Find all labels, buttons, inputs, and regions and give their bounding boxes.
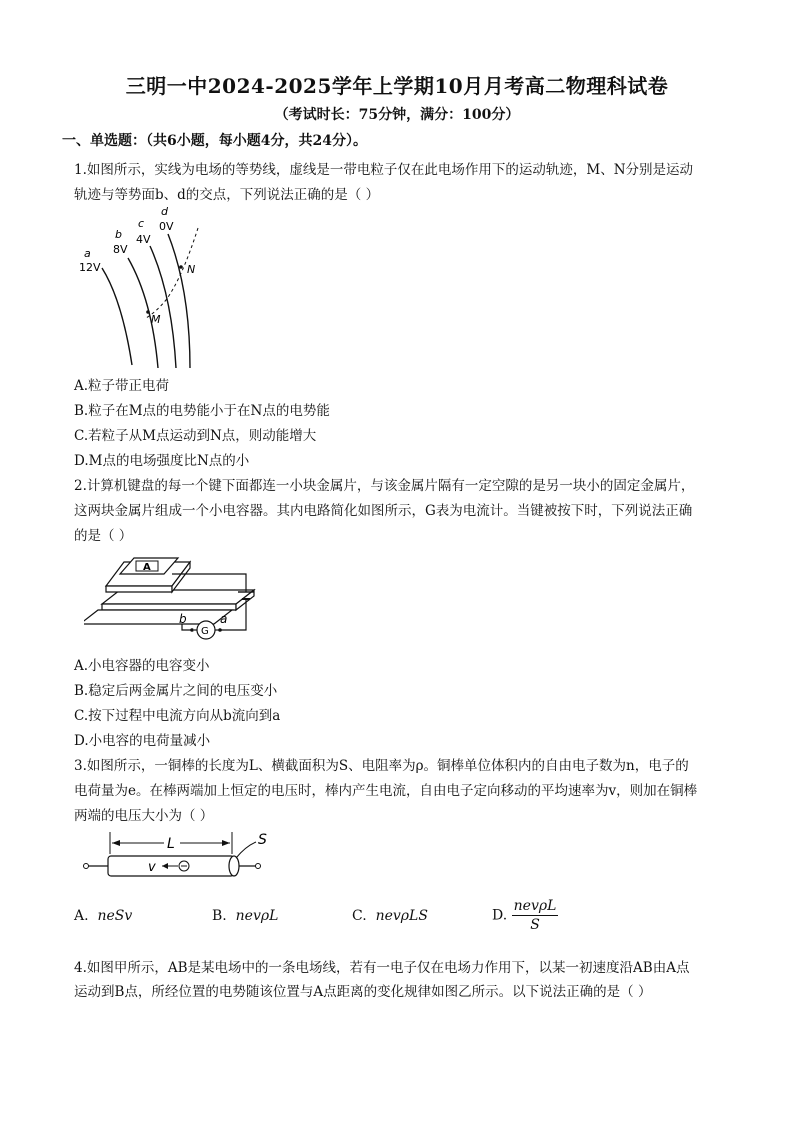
fig1-label-12v: 12V [79,261,101,274]
q3-option-d [492,898,558,933]
q2-keyboard-capacitor-figure [84,548,264,640]
q2-option-b: B.稳定后两金属片之间的电压变小 [74,683,278,699]
exam-info: （考试时长：75分钟，满分：100分） [274,107,520,123]
q2-option-a: A.小电容器的电容变小 [74,658,210,674]
q3-stem-line2: 电荷量为e。在棒两端加上恒定的电压时，棒内产生电流，自由电子定向移动的平均速率为v，则加在铜棒 [74,783,698,799]
fig1-label-4v: 4V [136,233,151,246]
fig3-label-length: L [167,836,175,852]
page-title: 三明一中2024-2025学年上学期10月月考高二物理科试卷 [125,74,669,98]
q3-option-b [212,908,278,924]
q2-stem-line2: 这两块金属片组成一个小电容器。其内电路简化如图所示，G表为电流计。当键被按下时，下列说法正确 [74,503,693,519]
fig2-key-label: A [143,562,151,573]
fig2-label-a: a [220,612,228,626]
fig1-label-n: N [187,263,196,276]
q2-stem-line3: 的是（ ） [74,528,133,544]
q3-option-d-letter: D. [492,907,508,924]
q1-option-c: C.若粒子从M点运动到N点，则动能增大 [74,428,317,444]
fig1-label-8v: 8V [113,243,128,256]
q1-option-a: A.粒子带正电荷 [74,378,170,394]
fig2-label-b: b [179,612,187,626]
q3-option-c [352,908,428,924]
q3-option-a-letter: A. [74,908,89,924]
q4-stem-line2: 运动到B点，所经位置的电势随该位置与A点距离的变化规律如图乙所示。以下说法正确的是（ ） [74,984,652,1000]
q1-option-d: D.M点的电场强度比N点的小 [74,453,250,469]
q1-equipotential-figure [74,200,224,370]
q3-option-c-expr: nevρLS [375,908,428,924]
q3-option-d-denominator: S [530,917,540,933]
q3-option-b-expr: nevρL [235,908,279,924]
fig1-label-c: c [138,217,145,230]
q3-option-a-expr: neSv [97,908,133,924]
q1-stem-line1: 1.如图所示，实线为电场的等势线，虚线是一带电粒子仅在此电场作用下的运动轨迹，M、N分别是运动 [74,162,694,178]
q2-stem-line1: 2.计算机键盘的每一个键下面都连一小块金属片，与该金属片隔有一定空隙的是另一块小的固定金属片， [74,478,695,494]
equipotential-c [150,246,176,368]
q3-option-a [74,908,132,924]
q2-option-c: C.按下过程中电流方向从b流向到a [74,708,281,724]
equipotential-a [102,268,132,365]
q3-stem-line1: 3.如图所示，一铜棒的长度为L、横截面积为S、电阻率为ρ。铜棒单位体积内的自由电子数为n，电子的 [74,758,689,774]
q1-stem-line2: 轨迹与等势面b、d的交点，下列说法正确的是（ ） [74,187,380,203]
point-m [146,310,150,314]
q2-option-d: D.小电容的电荷量减小 [74,733,211,749]
fig1-label-0v: 0V [159,220,174,233]
section-heading: 一、单选题：（共6小题，每小题4分，共24分）。 [62,133,367,149]
fig1-label-b: b [115,228,122,241]
fig1-label-d: d [161,205,168,218]
q3-option-d-fraction [512,898,559,933]
equipotential-d [168,234,190,368]
q3-stem-line3: 两端的电压大小为（ ） [74,808,214,824]
q3-option-d-numerator: nevρL [513,898,557,914]
q1-option-b: B.粒子在M点的电势能小于在N点的电势能 [74,403,330,419]
q3-copper-rod-figure [80,826,280,886]
fig3-label-velocity: v [148,860,156,875]
q4-stem-line1: 4.如图甲所示，AB是某电场中的一条电场线，若有一电子仅在电场力作用下，以某一初速度沿AB由A点 [74,960,690,976]
fig1-label-a: a [84,247,91,260]
point-n [179,265,183,269]
q3-option-b-letter: B. [212,908,227,924]
fig2-galvanometer-label: G [201,626,209,637]
fig3-label-area: S [258,832,267,848]
fig1-label-m: M [151,313,161,326]
q3-option-c-letter: C. [352,908,367,924]
